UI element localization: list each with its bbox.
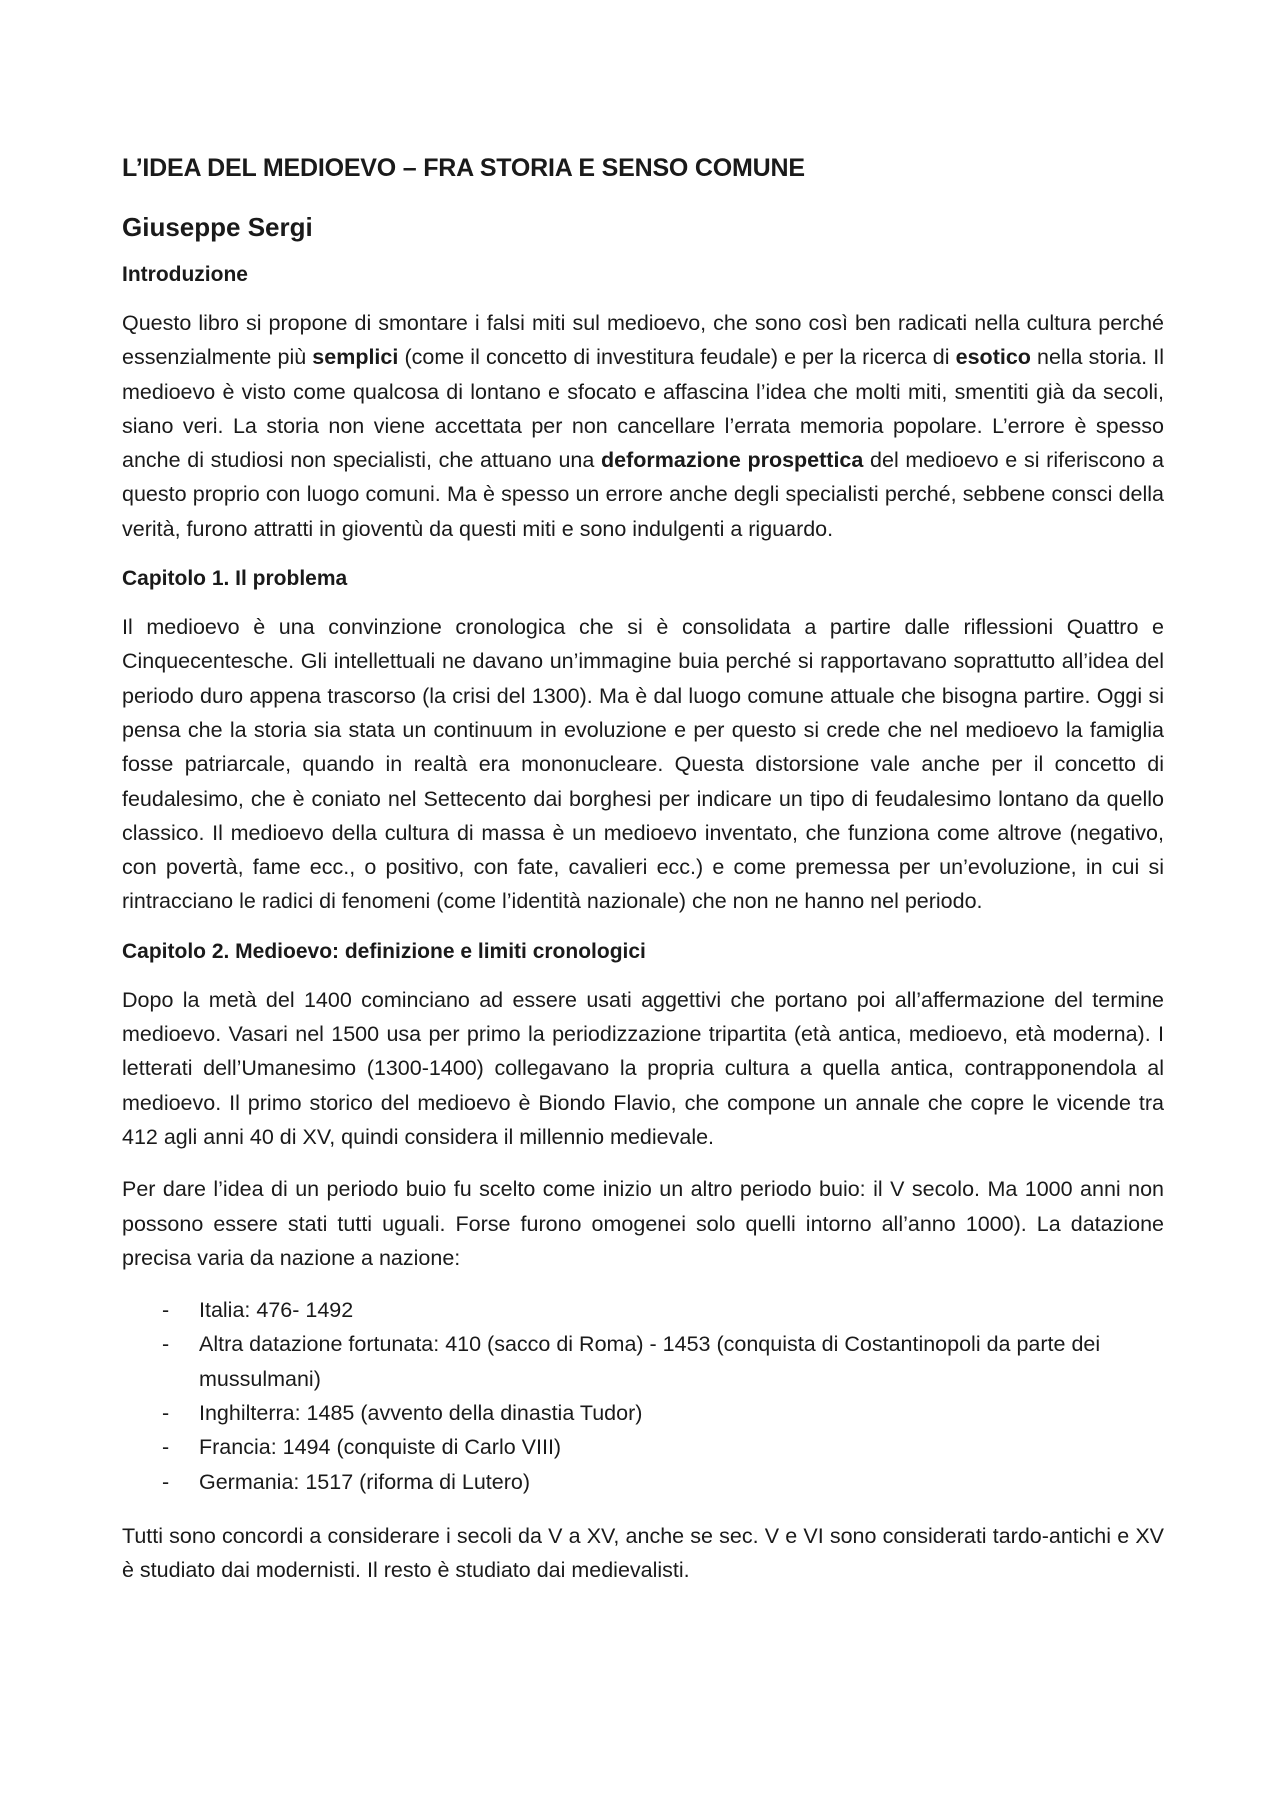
- list-item-text: Germania: 1517 (riforma di Lutero): [199, 1469, 531, 1494]
- intro-text-1: Questo libro si propone di smontare i falsi miti sul medioevo, che sono così ben radicati nella cultura perché essenzialmente più: [122, 311, 1164, 370]
- list-dash: -: [162, 1332, 170, 1357]
- intro-text-2: (come il concetto di investitura feudale) e per la ricerca di: [398, 345, 956, 370]
- intro-bold-esotico: esotico: [955, 345, 1031, 370]
- document-page: [122, 150, 1164, 1606]
- list-item-text: Inghilterra: 1485 (avvento della dinastia Tudor): [199, 1401, 643, 1426]
- list-dash: -: [162, 1435, 170, 1460]
- list-item-text: Altra datazione fortunata: 410 (sacco di Roma) - 1453 (conquista di Costantinopoli da parte dei mussulmani): [199, 1332, 1101, 1391]
- intro-text-4: del medioevo e si riferiscono a questo proprio con luogo comuni. Ma è spesso un errore anche degli specialisti perché, sebbene consci della verità, furono attratti in gioventù da questi miti e sono indulgenti a riguardo.: [122, 448, 1164, 541]
- list-item: [122, 1396, 1164, 1430]
- intro-bold-semplici: semplici: [312, 345, 399, 370]
- list-item: [122, 1465, 1164, 1499]
- document-title: L’IDEA DEL MEDIOEVO – FRA STORIA E SENSO COMUNE: [122, 154, 805, 182]
- list-item-text: Italia: 476- 1492: [199, 1298, 354, 1323]
- datazione-list: [122, 1293, 1164, 1499]
- intro-paragraph: [122, 306, 1164, 546]
- list-dash: -: [162, 1401, 170, 1426]
- list-item-text: Francia: 1494 (conquiste di Carlo VIII): [199, 1435, 562, 1460]
- capitolo-2-paragraph-1: Dopo la metà del 1400 cominciano ad essere usati aggettivi che portano poi all’affermazione del termine medioevo. Vasari nel 1500 usa per primo la periodizzazione tripartita (età antica, medioevo, età moderna). I letterati dell’Umanesimo (1300-1400) collegavano la propria cultura a quella antica, contrapponendola al medioevo. Il primo storico del medioevo è Biondo Flavio, che compone un annale che copre le vicende tra 412 agli anni 40 di XV, quindi considera il millennio medievale.: [122, 987, 1164, 1149]
- capitolo-2-paragraph-2: Per dare l’idea di un periodo buio fu scelto come inizio un altro periodo buio: il V secolo. Ma 1000 anni non possono essere stati tutti uguali. Forse furono omogenei solo quelli intorno all’anno 1000). La datazione precisa varia da nazione a nazione:: [122, 1177, 1164, 1270]
- list-item: [122, 1327, 1164, 1396]
- list-item: [122, 1430, 1164, 1464]
- intro-text-3: nella storia. Il medioevo è visto come qualcosa di lontano e sfocato e affascina l’idea che molti miti, smentiti già da secoli, siano veri. La storia non viene accettata per non cancellare l’errata memoria popolare. L’errore è spesso anche di studiosi non specialisti, che attuano una: [122, 345, 1164, 473]
- section-heading-capitolo-1: Capitolo 1. Il problema: [122, 567, 348, 591]
- list-dash: -: [162, 1298, 170, 1323]
- list-item: [122, 1293, 1164, 1327]
- capitolo-2-paragraph-3: Tutti sono concordi a considerare i secoli da V a XV, anche se sec. V e VI sono considerati tardo-antichi e XV è studiato dai modernisti. Il resto è studiato dai medievalisti.: [122, 1523, 1164, 1583]
- document-author: Giuseppe Sergi: [122, 212, 313, 242]
- list-dash: -: [162, 1469, 170, 1494]
- section-heading-capitolo-2: Capitolo 2. Medioevo: definizione e limiti cronologici: [122, 939, 646, 963]
- capitolo-1-paragraph: Il medioevo è una convinzione cronologica che si è consolidata a partire dalle riflessioni Quattro e Cinquecentesche. Gli intellettuali ne davano un’immagine buia perché si rapportavano soprattutto all’idea del periodo duro appena trascorso (la crisi del 1300). Ma è dal luogo comune attuale che bisogna partire. Oggi si pensa che la storia sia stata un continuum in evoluzione e per questo si crede che nel medioevo la famiglia fosse patriarcale, quando in realtà era mononucleare. Questa distorsione vale anche per il concetto di feudalesimo, che è coniato nel Settecento dai borghesi per indicare un tipo di feudalesimo lontano da quello classico. Il medioevo della cultura di massa è un medioevo inventato, che funziona come altrove (negativo, con povertà, fame ecc., o positivo, con fate, cavalieri ecc.) e come premessa per un’evoluzione, in cui si rintracciano le radici di fenomeni (come l’identità nazionale) che non ne hanno nel periodo.: [122, 615, 1164, 914]
- intro-bold-deformazione: deformazione prospettica: [601, 448, 864, 473]
- section-heading-introduzione: Introduzione: [122, 263, 248, 286]
